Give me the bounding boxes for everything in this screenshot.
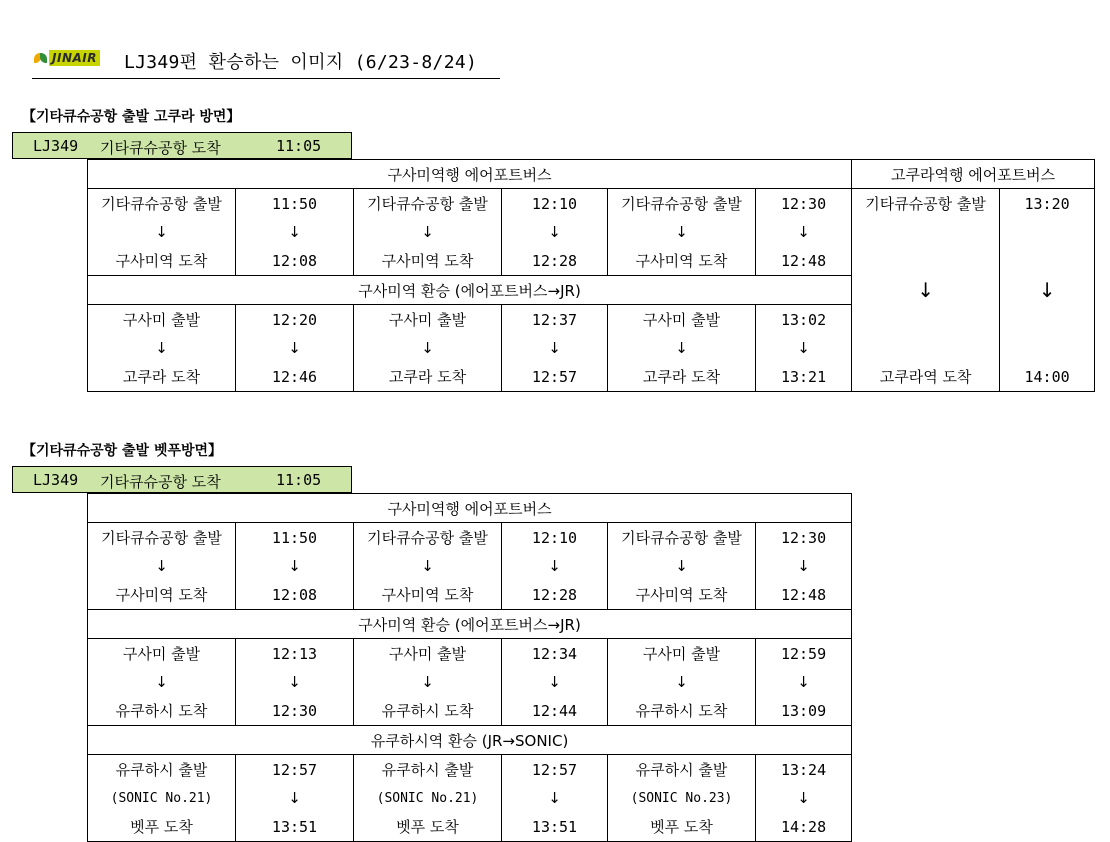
bus-header-right: 고쿠라역행 에어포트버스 (852, 160, 1095, 189)
table-cell: 고쿠라 도착 (608, 362, 756, 392)
down-arrow-icon: ↓ (354, 334, 502, 362)
timetable-kokura (87, 159, 1095, 392)
down-arrow-icon: ↓ (852, 218, 1000, 362)
down-arrow-icon: ↓ (354, 218, 502, 246)
table-cell: 고쿠라역 도착 (852, 362, 1000, 392)
table-cell: 구사미역 도착 (88, 580, 236, 610)
table-cell: 12:10 (502, 523, 608, 553)
table-cell: 유쿠하시 출발 (88, 755, 236, 785)
down-arrow-icon: ↓ (502, 218, 608, 246)
table-cell: 유쿠하시 도착 (354, 696, 502, 726)
table-cell: 12:08 (236, 580, 354, 610)
bus-header: 구사미역행 에어포트버스 (88, 160, 852, 189)
train-name: (SONIC No.21) (354, 784, 502, 812)
flight-bar-beppu (12, 466, 352, 493)
down-arrow-icon: ↓ (236, 552, 354, 580)
table-cell: 13:21 (756, 362, 852, 392)
down-arrow-icon: ↓ (756, 668, 852, 696)
train-name: (SONIC No.21) (88, 784, 236, 812)
flight-code: LJ349 (33, 137, 79, 155)
down-arrow-icon: ↓ (608, 218, 756, 246)
table-cell: 12:59 (756, 639, 852, 669)
table-cell: 13:02 (756, 305, 852, 335)
table-cell: 12:57 (502, 755, 608, 785)
down-arrow-icon: ↓ (608, 668, 756, 696)
down-arrow-icon: ↓ (756, 334, 852, 362)
table-cell: 13:24 (756, 755, 852, 785)
table-cell: 12:28 (502, 246, 608, 276)
down-arrow-icon: ↓ (756, 218, 852, 246)
table-cell: 구사미역 도착 (608, 580, 756, 610)
table-cell: 12:08 (236, 246, 354, 276)
table-cell: 구사미 출발 (608, 639, 756, 669)
table-cell: 11:50 (236, 523, 354, 553)
down-arrow-icon: ↓ (88, 218, 236, 246)
down-arrow-icon: ↓ (88, 334, 236, 362)
down-arrow-icon: ↓ (236, 334, 354, 362)
table-cell: 12:48 (756, 580, 852, 610)
down-arrow-icon: ↓ (502, 552, 608, 580)
table-cell: 구사미 출발 (88, 305, 236, 335)
section-heading-kokura: 【기타큐슈공항 출발 고쿠라 방면】 (22, 109, 241, 125)
train-name: (SONIC No.23) (608, 784, 756, 812)
table-cell: 벳푸 도착 (88, 812, 236, 842)
down-arrow-icon: ↓ (88, 552, 236, 580)
table-cell: 기타큐슈공항 출발 (608, 189, 756, 219)
bus-header: 구사미역행 에어포트버스 (88, 494, 852, 523)
transfer-row: 구사미역 환승 (에어포트버스→JR) (88, 610, 852, 639)
table-cell: 12:48 (756, 246, 852, 276)
table-cell: 12:37 (502, 305, 608, 335)
flight-time: 11:05 (276, 137, 322, 155)
down-arrow-icon: ↓ (608, 552, 756, 580)
table-cell: 12:28 (502, 580, 608, 610)
table-cell: 13:09 (756, 696, 852, 726)
down-arrow-icon: ↓ (236, 218, 354, 246)
table-cell: 12:10 (502, 189, 608, 219)
table-cell: 벳푸 도착 (354, 812, 502, 842)
section-heading-beppu: 【기타큐슈공항 출발 벳푸방면】 (22, 443, 223, 459)
table-cell: 구사미 출발 (608, 305, 756, 335)
table-cell: 기타큐슈공항 출발 (88, 189, 236, 219)
down-arrow-icon: ↓ (756, 552, 852, 580)
down-arrow-icon: ↓ (354, 552, 502, 580)
table-cell: 12:46 (236, 362, 354, 392)
down-arrow-icon: ↓ (502, 668, 608, 696)
table-cell: 구사미 출발 (354, 639, 502, 669)
down-arrow-icon: ↓ (756, 784, 852, 812)
down-arrow-icon: ↓ (1000, 218, 1095, 362)
table-cell: 11:50 (236, 189, 354, 219)
jinair-logo (34, 48, 100, 68)
down-arrow-icon: ↓ (608, 334, 756, 362)
transfer-row: 유쿠하시역 환승 (JR→SONIC) (88, 726, 852, 755)
timetable-beppu (87, 493, 852, 842)
flight-label: 기타큐슈공항 도착 (100, 139, 221, 157)
page-title: LJ349편 환승하는 이미지 (6/23-8/24) (124, 52, 478, 73)
down-arrow-icon: ↓ (354, 668, 502, 696)
table-cell: 12:44 (502, 696, 608, 726)
table-cell: 기타큐슈공항 출발 (852, 189, 1000, 219)
table-cell: 기타큐슈공항 출발 (354, 189, 502, 219)
table-cell: 유쿠하시 도착 (608, 696, 756, 726)
table-cell: 고쿠라 도착 (354, 362, 502, 392)
table-cell: 구사미역 도착 (354, 246, 502, 276)
table-cell: 13:51 (502, 812, 608, 842)
table-cell: 구사미 출발 (354, 305, 502, 335)
table-cell: 12:30 (756, 523, 852, 553)
table-cell: 기타큐슈공항 출발 (88, 523, 236, 553)
table-cell: 12:57 (236, 755, 354, 785)
table-cell: 기타큐슈공항 출발 (608, 523, 756, 553)
down-arrow-icon: ↓ (88, 668, 236, 696)
table-cell: 구사미역 도착 (354, 580, 502, 610)
table-cell: 유쿠하시 출발 (608, 755, 756, 785)
table-cell: 12:57 (502, 362, 608, 392)
table-cell: 구사미역 도착 (88, 246, 236, 276)
table-cell: 12:34 (502, 639, 608, 669)
transfer-row: 구사미역 환승 (에어포트버스→JR) (88, 276, 852, 305)
table-cell: 12:13 (236, 639, 354, 669)
table-cell: 구사미 출발 (88, 639, 236, 669)
table-cell: 벳푸 도착 (608, 812, 756, 842)
table-cell: 기타큐슈공항 출발 (354, 523, 502, 553)
down-arrow-icon: ↓ (502, 334, 608, 362)
butterfly-icon (34, 51, 46, 65)
table-cell: 13:51 (236, 812, 354, 842)
flight-time: 11:05 (276, 471, 322, 489)
table-cell: 13:20 (1000, 189, 1095, 219)
down-arrow-icon: ↓ (236, 668, 354, 696)
table-cell: 12:30 (756, 189, 852, 219)
flight-bar-kokura (12, 132, 352, 159)
table-cell: 12:30 (236, 696, 354, 726)
table-cell: 유쿠하시 출발 (354, 755, 502, 785)
down-arrow-icon: ↓ (236, 784, 354, 812)
logo-text: JINAIR (49, 50, 100, 66)
page-header (32, 44, 500, 79)
table-cell: 고쿠라 도착 (88, 362, 236, 392)
table-cell: 구사미역 도착 (608, 246, 756, 276)
flight-label: 기타큐슈공항 도착 (100, 473, 221, 491)
flight-code: LJ349 (33, 471, 79, 489)
table-cell: 유쿠하시 도착 (88, 696, 236, 726)
table-cell: 14:00 (1000, 362, 1095, 392)
table-cell: 14:28 (756, 812, 852, 842)
table-cell: 12:20 (236, 305, 354, 335)
down-arrow-icon: ↓ (502, 784, 608, 812)
